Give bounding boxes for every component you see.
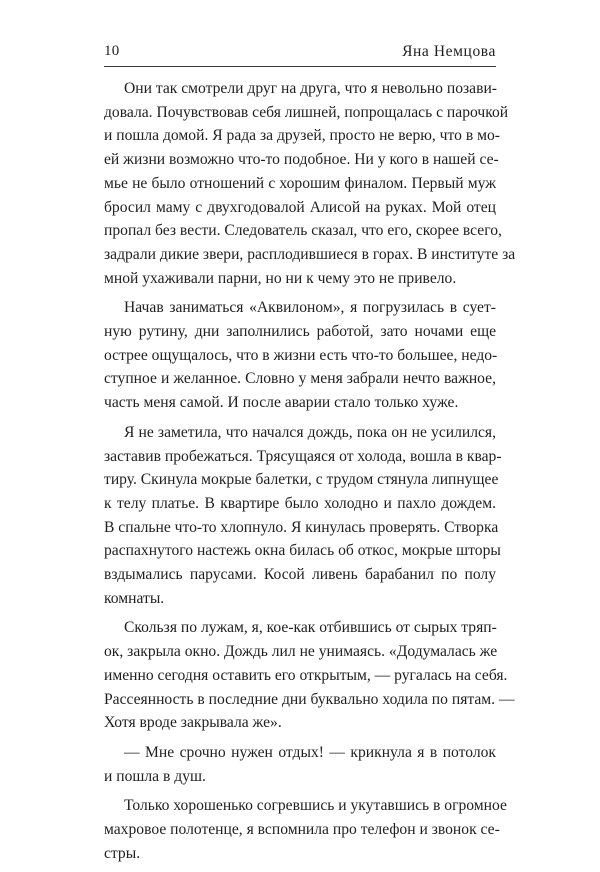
text-line: ную рутину, дни заполнились работой, зато ночами еще [104, 323, 496, 341]
text-line: Хотя вроде закрывала же». [104, 714, 282, 732]
text-line: вздымались парусами. Косой ливень барабанил по полу [104, 566, 496, 584]
text-line: Рассеянность в последние дни буквально ходила по пятам. — [104, 690, 515, 708]
text-line: бросил маму с двухгодовалой Алисой на руках. Мой отец [104, 198, 496, 216]
text-line: ей жизни возможно что-то подобное. Ни у кого в нашей се- [104, 151, 499, 169]
text-line: часть меня самой. И после аварии стало только хуже. [104, 394, 459, 412]
paragraph [104, 77, 516, 290]
text-line: Я не заметила, что начался дождь, пока он не усилился, [124, 423, 496, 441]
text-line: мье не было отношений с хорошим финалом. Первый муж [104, 174, 496, 192]
paragraph [104, 296, 496, 415]
text-line: В спальне что-то хлопнуло. Я кинулась проверять. Створка [104, 518, 499, 536]
paragraph [104, 421, 502, 611]
paragraph [104, 616, 515, 735]
text-line: тиру. Скинула мокрые балетки, с трудом стянула липнущее [104, 471, 499, 489]
body-text [104, 77, 516, 872]
text-line: Они так смотрели друг на друга, что я невольно позави- [124, 80, 497, 97]
text-line: задрали дикие звери, расплодившиеся в горах. В институте за [104, 245, 516, 263]
text-line: Только хорошенько согревшись и укутавшись в огромное [124, 797, 507, 815]
text-line: мной ухаживали парни, но ни к чему это не привело. [104, 269, 457, 287]
text-line: стры. [104, 844, 141, 862]
text-line: именно сегодня оставить его открытым, — ругалась на себя. [104, 666, 508, 684]
text-line: махровое полотенце, я вспомнила про телефон и звонок се- [104, 821, 500, 839]
text-line: заставив пробежаться. Трясущаяся от холода, вошла в квар- [104, 447, 502, 465]
text-line: Скользя по лужам, я, кое-как отбившись от сырых тряп- [124, 619, 497, 637]
paragraph [104, 794, 507, 865]
text-line: — Мне срочно нужен отдых! — крикнула я в потолок [124, 743, 496, 761]
text-line: Начав заниматься «Аквилоном», я погрузилась в сует- [124, 299, 496, 317]
text-line: ступное и желанное. Словно у меня забрали нечто важное, [104, 370, 496, 388]
text-line: пропал без вести. Следователь сказал, что его, скорее всего, [104, 222, 502, 240]
text-line: острее ощущалось, что в жизни есть что-то большее, недо- [104, 346, 498, 364]
text-line: распахнутого настежь окна билась об откос, мокрые шторы [104, 542, 501, 560]
page-number: 10 [104, 43, 120, 59]
page-header [104, 40, 496, 67]
running-title-author: Яна Немцова [402, 43, 496, 60]
text-line: довала. Почувствовав себя лишней, попрощалась с парочкой [104, 103, 509, 121]
text-line: и пошла в душ. [104, 767, 206, 785]
text-line: ок, закрыла окно. Дождь лил не унимаясь. «Додумалась же [104, 643, 498, 661]
text-line: и пошла домой. Я рада за друзей, просто не верю, что в мо- [104, 127, 500, 145]
text-line: к телу платье. В квартире было холодно и пахло дождем. [104, 494, 496, 512]
text-line: комнаты. [104, 589, 165, 607]
paragraph [104, 741, 496, 788]
